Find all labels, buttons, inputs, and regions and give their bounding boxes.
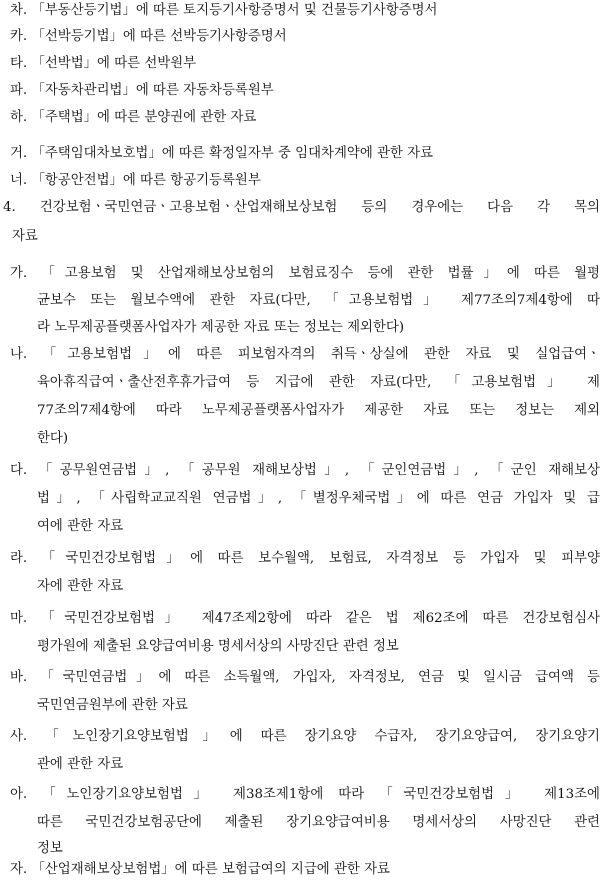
item-a-line1: 아. 「노인장기요양보험법」 제38조제1항에 따라 「국민건강보험법」 제13조에 bbox=[10, 787, 600, 802]
item-neo: 너. 「항공안전법」에 따른 항공기등록원부 bbox=[10, 173, 261, 188]
item-na-line4: 한다) bbox=[37, 431, 69, 446]
item-ga-line3: 라 노무제공플랫폼사업자가 제공한 자료 또는 정보는 제외한다) bbox=[37, 320, 405, 335]
item-ra-line2: 자에 관한 자료 bbox=[37, 579, 124, 594]
item-sa-line2: 관에 관한 자료 bbox=[37, 757, 124, 772]
item-ka: 카. 「선박등기법」에 따른 선박등기사항증명서 bbox=[10, 29, 287, 44]
item-da-line3: 여에 관한 자료 bbox=[37, 519, 124, 534]
item-na-line1: 나. 「고용보험법」에 따른 피보험자격의 취득ㆍ상실에 관한 자료 및 실업급여ㆍ bbox=[10, 347, 600, 362]
item-pa: 파. 「자동차관리법」에 따른 자동차등록원부 bbox=[10, 83, 274, 98]
item-ra-line1: 라. 「국민건강보험법」에 따른 보수월액, 보험료, 자격정보 등 가입자 및 피부양 bbox=[10, 551, 600, 566]
item-ga-line2: 균보수 또는 월보수액에 관한 자료(다만, 「고용보험법」 제77조의7제4항에 따 bbox=[37, 293, 600, 308]
item-na-line3: 77조의7제4항에 따라 노무제공플랫폼사업자가 제공한 자료 또는 정보는 제외 bbox=[37, 403, 600, 418]
item-ma-line1: 마. 「국민건강보험법」 제47조제2항에 따라 같은 법 제62조에 따른 건강보험심사 bbox=[10, 611, 600, 626]
item-a-line2: 따른 국민건강보험공단에 제출된 장기요양급여비용 명세서상의 사망진단 관련 bbox=[37, 815, 600, 830]
item-ja: 자. 「산업재해보상보험법」에 따른 보험급여의 지급에 관한 자료 bbox=[10, 862, 390, 877]
item-ba-line1: 바. 「국민연금법」에 따른 소득월액, 가입자, 자격정보, 연금 및 일시금 급여액 등 bbox=[10, 670, 600, 685]
item-na-line2: 육아휴직급여ㆍ출산전후휴가급여 등 지급에 관한 자료(다만, 「고용보험법」 제 bbox=[37, 375, 600, 390]
item-ba-line2: 국민연금원부에 관한 자료 bbox=[37, 698, 188, 713]
section-4-heading-cont: 자료 bbox=[12, 229, 38, 244]
item-da-line2: 법」, 「사립학교교직원 연금법」, 「별정우체국법」에 따른 연금 가입자 및 급 bbox=[37, 491, 600, 506]
item-a-line3: 정보 bbox=[37, 841, 63, 856]
item-sa-line1: 사. 「노인장기요양보험법」에 따른 장기요양 수급자, 장기요양급여, 장기요양기 bbox=[10, 729, 600, 744]
item-ga-line1: 가. 「고용보험 및 산업재해보상보험의 보험료징수 등에 관한 법률」에 따른 월평 bbox=[10, 266, 600, 281]
item-ma-line2: 평가원에 제출된 요양급여비용 명세서상의 사망진단 관련 정보 bbox=[37, 639, 399, 654]
item-ha: 하. 「주택법」에 따른 분양권에 관한 자료 bbox=[10, 110, 257, 125]
item-da-line1: 다. 「공무원연금법」, 「공무원 재해보상법」, 「군인연금법」, 「군인 재해보상 bbox=[10, 463, 600, 478]
section-4-heading: 4. 건강보험ㆍ국민연금ㆍ고용보험ㆍ산업재해보상보험 등의 경우에는 다음 각 목의 bbox=[3, 200, 600, 215]
item-cha: 차. 「부동산등기법」에 따른 토지등기사항증명서 및 건물등기사항증명서 bbox=[10, 3, 438, 18]
item-ta: 타. 「선박법」에 따른 선박원부 bbox=[10, 56, 197, 71]
item-geo: 거. 「주택임대차보호법」에 따른 확정일자부 중 임대차계약에 관한 자료 bbox=[10, 146, 434, 161]
